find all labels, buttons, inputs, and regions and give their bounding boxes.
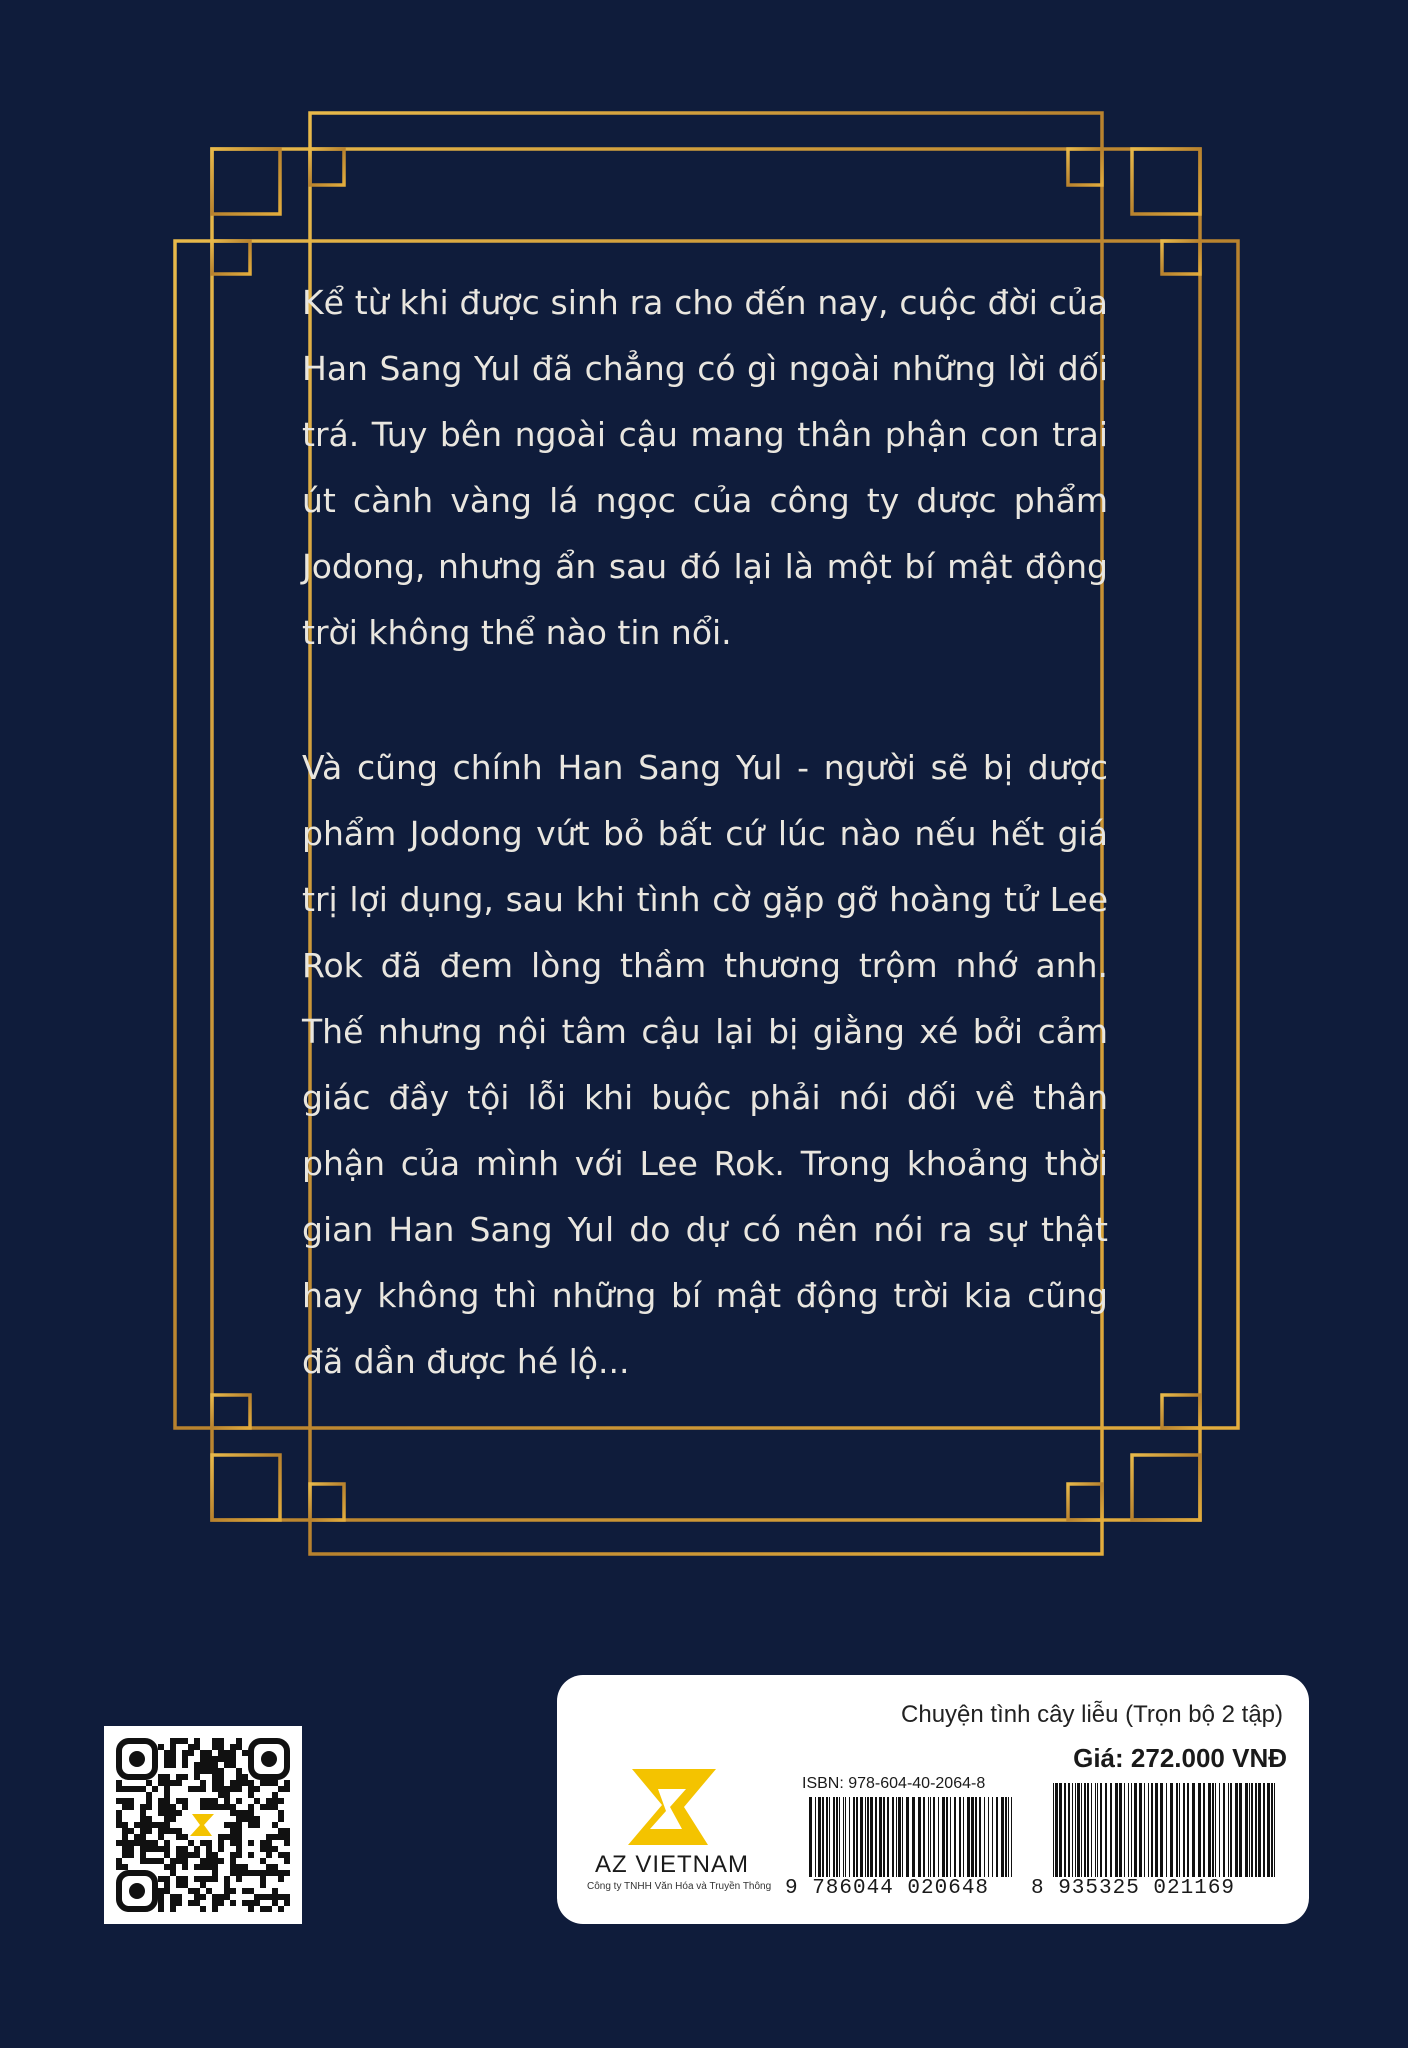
info-box	[557, 1675, 1309, 1924]
blurb-paragraph-2: Và cũng chính Han Sang Yul - người sẽ bị dược phẩm Jodong vứt bỏ bất cứ lúc nào nếu hết giá trị lợi dụng, sau khi tình cờ gặp gỡ hoàng tử Lee Rok đã đem lòng thầm thương trộm nhớ anh. Thế nhưng nội tâm cậu lại bị giằng xé bởi cảm giác đầy tội lỗi khi buộc phải nói dối về thân phận của mình với Lee Rok. Trong khoảng thời gian Han Sang Yul do dự có nên nói ra sự thật hay không thì những bí mật động trời kia cũng đã dần được hé lộ...	[302, 748, 1108, 1381]
publisher-logo	[587, 1767, 772, 1892]
isbn-label: ISBN: 978-604-40-2064-8	[802, 1775, 986, 1792]
blurb-paragraph-1: Kể từ khi được sinh ra cho đến nay, cuộc đời của Han Sang Yul đã chẳng có gì ngoài những lời dối trá. Tuy bên ngoài cậu mang thân phận con trai út cành vàng lá ngọc của công ty dược phẩm Jodong, nhưng ẩn sau đó lại là một bí mật động trời không thể nào tin nổi.	[302, 283, 1108, 652]
product-barcode-number: 8 935325 021169	[1031, 1877, 1236, 1900]
product-barcode	[1051, 1783, 1279, 1877]
price-label: Giá: 272.000 VNĐ	[1073, 1743, 1287, 1773]
az-vietnam-logo-icon	[624, 1767, 720, 1847]
publisher-name: AZ VIETNAM	[594, 1851, 749, 1878]
isbn-barcode-number: 9 786044 020648	[785, 1877, 990, 1900]
isbn-barcode	[807, 1797, 1017, 1877]
book-title: Chuyện tình cây liễu (Trọn bộ 2 tập)	[901, 1701, 1283, 1728]
qr-code-icon	[104, 1726, 302, 1924]
publisher-subtitle: Công ty TNHH Văn Hóa và Truyền Thông	[587, 1881, 772, 1892]
